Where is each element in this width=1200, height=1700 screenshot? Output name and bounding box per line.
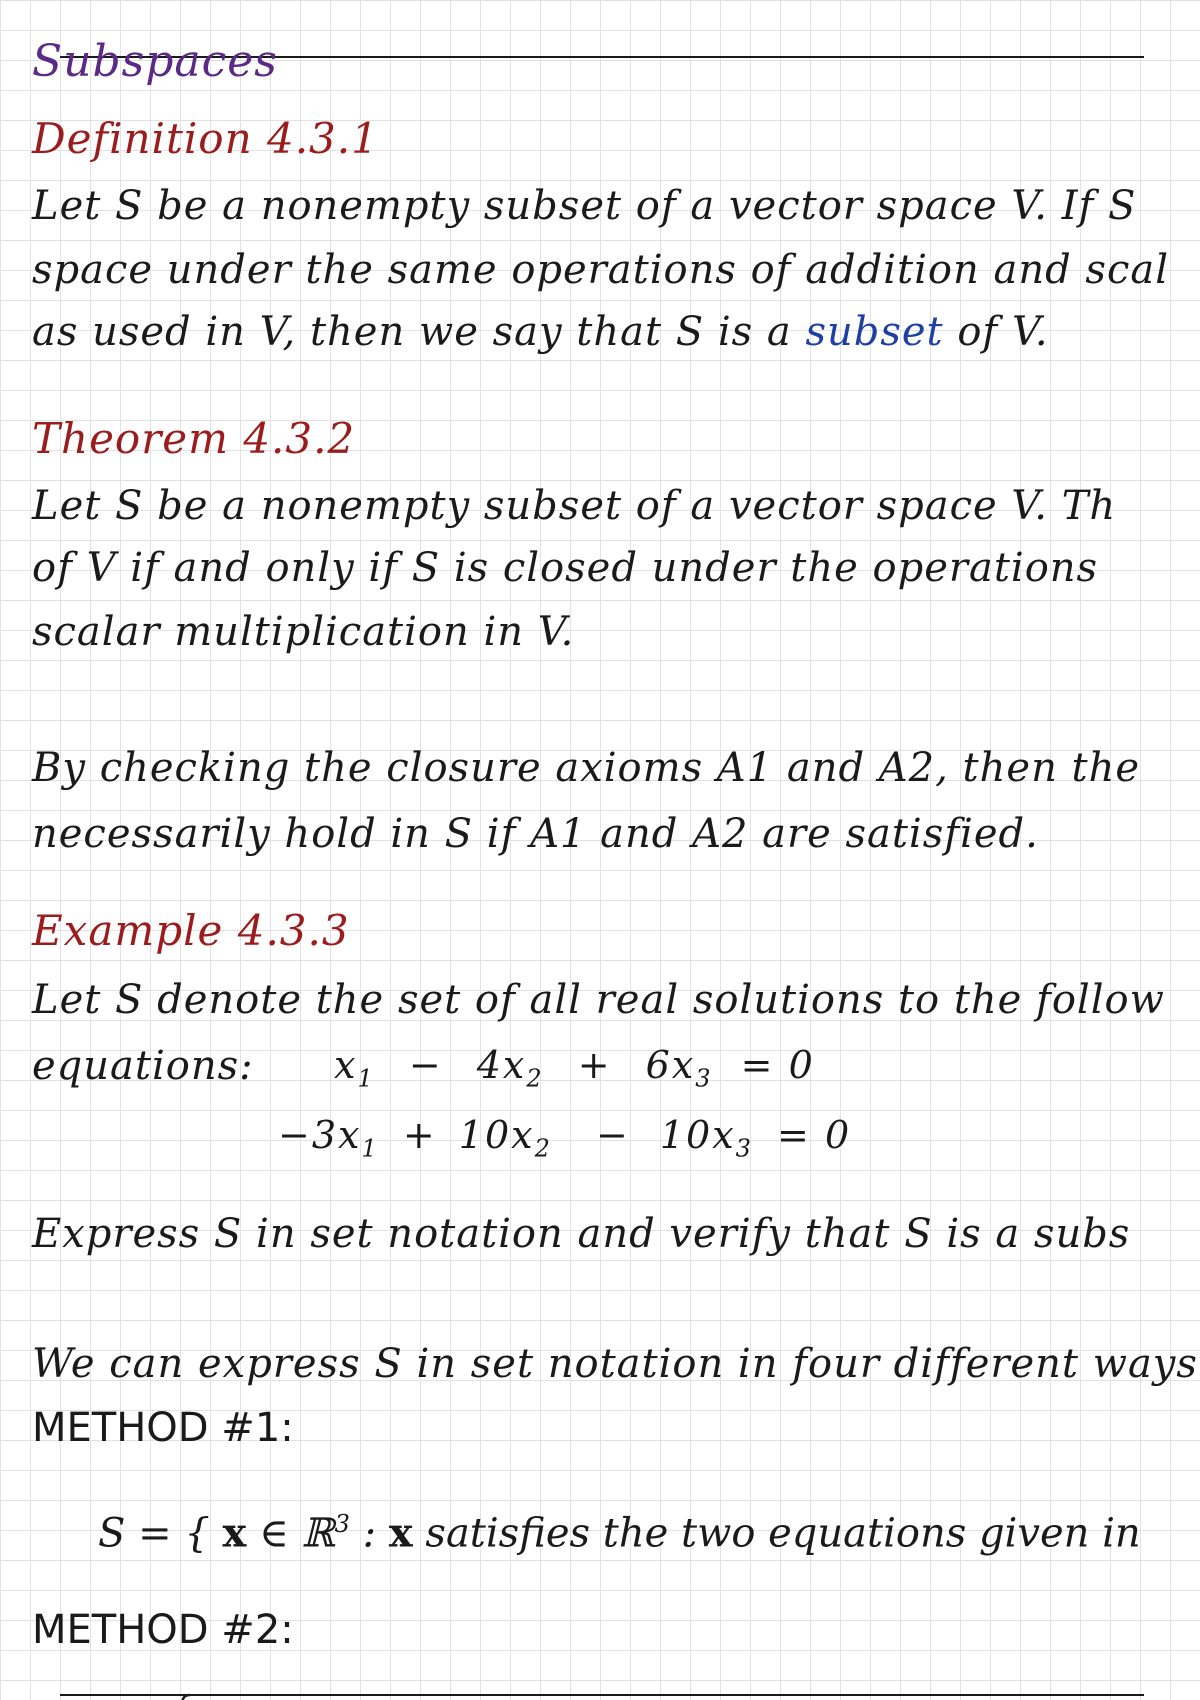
bottom-rule-line xyxy=(60,1694,1144,1696)
set-dimension: 3 xyxy=(334,1510,350,1538)
eq2-sub-3: 3 xyxy=(735,1134,753,1163)
theorem-line-3: scalar multiplication in V. xyxy=(32,609,575,655)
page-title: Subspaces xyxy=(32,36,278,87)
cut-off-brace-fragment xyxy=(174,1680,194,1700)
definition-line-3-start: as used in V, then we say that S is a xyxy=(32,309,806,355)
eq1-sub-2: 2 xyxy=(526,1064,544,1093)
method-1-set-notation xyxy=(98,1509,1141,1557)
method-2-label: METHOD #2: xyxy=(32,1607,294,1653)
theorem-heading: Theorem 4.3.2 xyxy=(32,414,356,463)
eq2-sub-1: 1 xyxy=(361,1134,379,1163)
set-open: S = { xyxy=(98,1510,223,1557)
eq2-term-3: 10x xyxy=(659,1113,736,1157)
eq2-op-2: − xyxy=(595,1113,630,1157)
set-vector-x: x xyxy=(222,1509,247,1557)
set-vector-x-2: x xyxy=(388,1509,413,1557)
eq2-op-1: + xyxy=(402,1113,437,1157)
set-element-of-r: ∈ ℝ xyxy=(246,1510,335,1557)
definition-line-1: Let S be a nonempty subset of a vector space V. If S xyxy=(32,183,1137,229)
eq2-sub-2: 2 xyxy=(534,1134,552,1163)
example-heading: Example 4.3.3 xyxy=(32,906,350,955)
set-condition: satisfies the two equations given in xyxy=(412,1510,1141,1557)
eq1-term-2: 4x xyxy=(476,1043,527,1087)
example-equations-label: equations: xyxy=(32,1043,254,1089)
definition-line-3-end: of V. xyxy=(943,309,1049,355)
methods-intro: We can express S in set notation in four different ways xyxy=(32,1341,1198,1387)
equation-2 xyxy=(278,1113,852,1163)
eq1-op-1: − xyxy=(408,1043,443,1087)
eq1-sub-1: 1 xyxy=(357,1064,375,1093)
eq2-rhs: = 0 xyxy=(777,1113,852,1157)
eq1-term-3: 6x xyxy=(645,1043,696,1087)
definition-heading: Definition 4.3.1 xyxy=(32,114,379,163)
closure-line-1: By checking the closure axioms A1 and A2, then the xyxy=(32,745,1141,791)
definition-term-subset: subset xyxy=(805,309,944,355)
theorem-line-1: Let S be a nonempty subset of a vector space V. Th xyxy=(32,483,1117,529)
definition-line-2: space under the same operations of addition and scal xyxy=(32,247,1169,293)
eq1-op-2: + xyxy=(577,1043,612,1087)
eq2-term-2: 10x xyxy=(458,1113,535,1157)
example-line-1: Let S denote the set of all real solutions to the follow xyxy=(32,977,1165,1023)
eq2-term-1: −3x xyxy=(278,1113,362,1157)
eq1-rhs: = 0 xyxy=(740,1043,815,1087)
definition-line-3 xyxy=(32,309,1049,355)
eq1-sub-3: 3 xyxy=(695,1064,713,1093)
example-task: Express S in set notation and verify that S is a subs xyxy=(32,1211,1131,1257)
closure-line-2: necessarily hold in S if A1 and A2 are satisfied. xyxy=(32,811,1039,857)
set-colon: : xyxy=(349,1510,389,1557)
equation-1 xyxy=(334,1043,815,1093)
eq1-term-1: x xyxy=(334,1043,358,1087)
method-1-label: METHOD #1: xyxy=(32,1405,294,1451)
theorem-line-2: of V if and only if S is closed under the operations xyxy=(32,545,1099,591)
